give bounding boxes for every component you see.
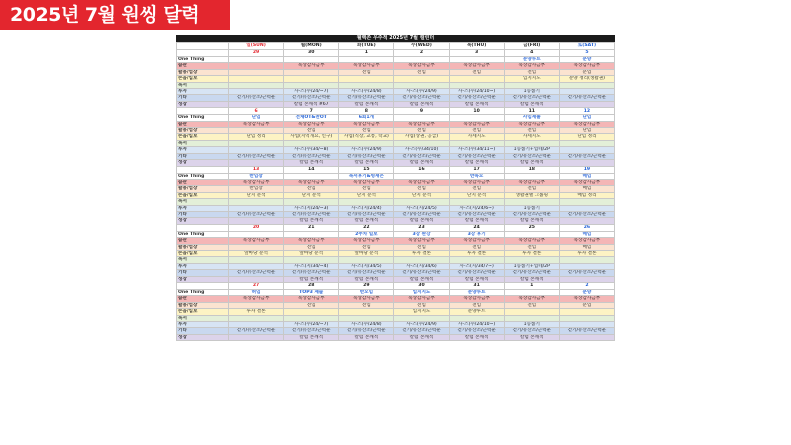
calendar-cell-gain[interactable]: 사세지도 — [449, 134, 504, 140]
calendar-cell-onething[interactable]: TOP3 제출 — [284, 290, 339, 296]
calendar-cell-work[interactable]: 매임 — [559, 244, 614, 250]
row-label-etc: 기타 — [177, 153, 229, 159]
calendar-cell-invest[interactable]: 1등뽑기 — [504, 322, 559, 328]
day-header-mon: 월(MON) — [284, 43, 339, 50]
calendar-cell-gain[interactable]: 앞마당 분석 — [339, 250, 394, 256]
calendar-cell-habit[interactable]: 묵상감사금부 — [449, 179, 504, 185]
calendar-cell-growth[interactable]: 칼럼 본깨적 — [284, 160, 339, 166]
row-label-habit: 습관 — [177, 121, 229, 127]
calendar-cell-invest[interactable]: 사-스(수/24/9) — [394, 322, 449, 328]
calendar-row-growth — [177, 334, 615, 340]
calendar-cell-work[interactable]: 전임 — [449, 186, 504, 192]
calendar-cell-work[interactable]: 전임 — [284, 302, 339, 308]
calendar-cell-gain[interactable]: 사업(지역개요, 인구) — [284, 134, 339, 140]
calendar-cell-habit[interactable]: 묵상감사금부 — [229, 179, 284, 185]
calendar-cell-gain[interactable]: 단지 분석 — [449, 192, 504, 198]
calendar-cell-habit[interactable]: 묵상감사금부 — [559, 63, 614, 69]
calendar-cell-habit[interactable]: 묵상감사금부 — [229, 121, 284, 127]
row-label-gain: 손음/입보 — [177, 309, 229, 315]
calendar-cell-invest[interactable]: 1등뽑기 — [504, 89, 559, 95]
calendar-cell-habit[interactable]: 묵상감사금부 — [559, 238, 614, 244]
calendar-cell-etc[interactable]: 걷기/유산소/근력운 — [559, 95, 614, 101]
calendar-cell-habit[interactable]: 묵상감사금부 — [449, 296, 504, 302]
calendar-cell-gain[interactable]: 매임 정리 — [559, 192, 614, 198]
calendar-cell-gain[interactable]: 앞마당 분석 — [284, 250, 339, 256]
row-label-read: 독서 — [177, 140, 229, 146]
week-date-label — [177, 50, 229, 57]
calendar-cell-invest[interactable]: 1등뽑기 — [504, 205, 559, 211]
calendar-cell-work[interactable]: 전임 — [284, 186, 339, 192]
week-date-label — [177, 224, 229, 231]
calendar-cell-work[interactable]: 전임 — [394, 186, 449, 192]
calendar-cell-habit[interactable]: 묵상감사금부 — [559, 179, 614, 185]
corner-cell — [177, 43, 229, 50]
calendar-cell-growth[interactable]: 칼럼 본깨적 — [339, 160, 394, 166]
calendar-cell-onething[interactable]: 6회1개 — [339, 115, 394, 121]
row-label-read: 독서 — [177, 199, 229, 205]
calendar-cell-growth[interactable]: 칼럼 본깨적 — [504, 276, 559, 282]
calendar-cell-etc[interactable]: 걷기/유산소/근력운 — [284, 95, 339, 101]
calendar-cell-work[interactable]: 전임 — [339, 302, 394, 308]
calendar-cell-habit[interactable]: 묵상감사금부 — [394, 121, 449, 127]
calendar-cell-work[interactable]: 전임 — [504, 128, 559, 134]
calendar-cell-habit[interactable]: 묵상감사금부 — [284, 121, 339, 127]
calendar-cell-etc[interactable]: 걷기/유산소/근력운 — [339, 95, 394, 101]
row-label-invest: 투자 — [177, 263, 229, 269]
day-header-tue: 화(TUE) — [339, 43, 394, 50]
calendar-cell-onething[interactable]: 단임 — [229, 115, 284, 121]
date-cell[interactable]: 21 — [284, 224, 339, 231]
row-label-growth: 성장 — [177, 160, 229, 166]
row-label-gain: 손음/입보 — [177, 250, 229, 256]
calendar-cell-etc[interactable]: 걷기/유산소/근력운 — [504, 153, 559, 159]
row-label-onething: One Thing — [177, 115, 229, 121]
calendar-cell-habit[interactable]: 묵상감사금부 — [229, 296, 284, 302]
calendar-cell-work[interactable]: 전임 — [504, 69, 559, 75]
calendar-cell-gain[interactable]: 사세지도 — [504, 134, 559, 140]
calendar-cell-onething[interactable]: 분양루트 — [504, 57, 559, 63]
calendar-cell-growth[interactable]: 칼럼 본깨적 — [339, 218, 394, 224]
calendar-cell-onething[interactable]: 3강 완강 — [394, 231, 449, 237]
calendar-cell-work[interactable]: 전임 — [504, 302, 559, 308]
calendar-cell-etc[interactable]: 걷기/유산소/근력운 — [339, 211, 394, 217]
calendar-cell-work[interactable]: 전임 — [394, 244, 449, 250]
calendar-cell-etc[interactable]: 걷기/유산소/근력운 — [394, 153, 449, 159]
calendar-cell-gain[interactable]: 투자 결론 — [229, 309, 284, 315]
date-cell[interactable]: 6 — [229, 108, 284, 115]
calendar-cell-work[interactable]: 전임 — [339, 128, 394, 134]
date-cell[interactable]: 17 — [449, 166, 504, 173]
calendar-cell-growth[interactable]: 칼럼 본깨적 — [449, 334, 504, 340]
row-label-invest: 투자 — [177, 89, 229, 95]
row-label-growth: 성장 — [177, 276, 229, 282]
date-cell[interactable]: 23 — [394, 224, 449, 231]
calendar-cell-etc[interactable]: 걷기/유산소/근력운 — [284, 211, 339, 217]
date-cell[interactable]: 19 — [559, 166, 614, 173]
calendar-cell-gain[interactable]: 생활권별 그룹핑 — [504, 192, 559, 198]
date-cell[interactable]: 27 — [229, 283, 284, 290]
calendar-cell-onething[interactable]: 반임장 — [229, 173, 284, 179]
calendar-cell-invest[interactable]: 사-스(수/24/~7) — [284, 322, 339, 328]
row-label-onething: One Thing — [177, 57, 229, 63]
calendar-cell-etc[interactable]: 걷기/유산소/근력운 — [449, 95, 504, 101]
row-label-growth: 성장 — [177, 218, 229, 224]
calendar-cell-work[interactable]: 전임 — [284, 244, 339, 250]
calendar-cell-etc[interactable]: 걷기/유산소/근력운 — [449, 211, 504, 217]
calendar-cell-growth[interactable]: 칼럼 본깨적 — [504, 334, 559, 340]
row-label-etc: 기타 — [177, 211, 229, 217]
calendar-cell-work[interactable]: 반임장 — [229, 186, 284, 192]
calendar-cell-work[interactable]: 전임 — [394, 302, 449, 308]
calendar-cell-work[interactable]: 분업 — [559, 302, 614, 308]
calendar-cell-invest[interactable]: 사-스(지/34/5) — [339, 263, 394, 269]
calendar-cell-habit[interactable]: 묵상감사금부 — [504, 179, 559, 185]
calendar-cell-etc[interactable]: 걷기/유산소/근력운 — [559, 211, 614, 217]
date-cell[interactable]: 30 — [394, 283, 449, 290]
row-label-onething: One Thing — [177, 231, 229, 237]
calendar-cell-work[interactable]: 매임 — [559, 186, 614, 192]
calendar-cell-invest[interactable]: 사-스(지/24/6~) — [449, 205, 504, 211]
calendar-cell-growth[interactable]: 칼럼 본깨적 — [394, 276, 449, 282]
calendar-cell-gain[interactable]: 사업(직장, 교통, 학교) — [339, 134, 394, 140]
date-cell[interactable]: 15 — [339, 166, 394, 173]
row-label-gain: 손음/입보 — [177, 134, 229, 140]
row-label-onething: One Thing — [177, 290, 229, 296]
calendar-cell-growth[interactable]: 칼럼 본깨적 — [504, 101, 559, 107]
calendar-cell-habit[interactable]: 묵상감사금부 — [504, 238, 559, 244]
calendar-cell-habit[interactable]: 묵상감사금부 — [339, 238, 394, 244]
date-cell[interactable]: 14 — [284, 166, 339, 173]
row-label-gain: 손음/입보 — [177, 76, 229, 82]
calendar-cell-growth[interactable]: 칼럼 본깨적 — [284, 334, 339, 340]
calendar-cell-invest[interactable]: 사-스(수/24/9) — [394, 89, 449, 95]
calendar-cell-etc[interactable]: 걷기/유산소/근력운 — [394, 328, 449, 334]
calendar-cell-growth[interactable]: 칼럼 본깨적 — [449, 160, 504, 166]
calendar-cell-invest[interactable]: 사-스(수/24/8) — [339, 322, 394, 328]
calendar-cell-habit[interactable]: 묵상감사금부 — [339, 63, 394, 69]
week-date-row — [177, 50, 615, 57]
calendar-cell-gain[interactable]: 투자 결론 — [394, 250, 449, 256]
calendar-cell-work[interactable]: 전임 — [449, 302, 504, 308]
calendar-cell-etc[interactable]: 걷기/유산소/근력운 — [339, 328, 394, 334]
date-cell[interactable]: 31 — [449, 283, 504, 290]
date-cell[interactable]: 10 — [449, 108, 504, 115]
calendar-table — [176, 42, 615, 341]
calendar-cell-gain[interactable]: 입지지도 — [504, 76, 559, 82]
calendar-cell-etc[interactable]: 걷기/유산소/근력운 — [394, 211, 449, 217]
calendar-cell-growth[interactable]: 칼럼 본깨적 — [339, 334, 394, 340]
date-cell[interactable]: 13 — [229, 166, 284, 173]
calendar-cell-invest[interactable]: 사-스(지/34/7~) — [449, 263, 504, 269]
date-cell[interactable]: 28 — [284, 283, 339, 290]
calendar-sheet — [176, 35, 615, 341]
calendar-cell-habit[interactable]: 묵상감사금부 — [284, 179, 339, 185]
calendar-cell-gain[interactable]: 앞마당 분석 — [229, 250, 284, 256]
date-cell[interactable]: 5 — [559, 50, 614, 57]
row-label-habit: 습관 — [177, 179, 229, 185]
calendar-cell-gain[interactable]: 단임 정리 — [559, 134, 614, 140]
row-label-work: 활용/업장 — [177, 186, 229, 192]
calendar-cell-onething[interactable]: 3강 후기 — [449, 231, 504, 237]
calendar-cell-habit[interactable]: 묵상감사금부 — [339, 121, 394, 127]
calendar-cell-growth[interactable]: 칼럼 본깨적 — [394, 160, 449, 166]
date-cell[interactable]: 22 — [339, 224, 394, 231]
calendar-cell-invest[interactable]: 사-스(지/24/~3) — [284, 205, 339, 211]
calendar-cell-onething[interactable]: 분양 — [559, 290, 614, 296]
calendar-cell-onething[interactable]: 반모임 — [339, 290, 394, 296]
row-label-etc: 기타 — [177, 328, 229, 334]
calendar-cell-etc[interactable]: 걷기/유산소/근력운 — [229, 95, 284, 101]
week-date-row — [177, 108, 615, 115]
calendar-cell-etc[interactable]: 걷기/유산소/근력운 — [559, 270, 614, 276]
week-date-label — [177, 108, 229, 115]
row-label-etc: 기타 — [177, 95, 229, 101]
row-label-invest: 투자 — [177, 147, 229, 153]
calendar-cell-etc[interactable]: 걷기/유산소/근력운 — [449, 328, 504, 334]
row-label-work: 활용/업장 — [177, 128, 229, 134]
date-cell[interactable]: 1 — [339, 50, 394, 57]
calendar-cell-growth[interactable] — [229, 334, 284, 340]
calendar-cell-gain[interactable]: 입지지도 — [394, 309, 449, 315]
calendar-cell-etc[interactable]: 걷기/유산소/근력운 — [229, 211, 284, 217]
calendar-cell-growth[interactable]: 칼럼 본깨적 — [284, 276, 339, 282]
date-cell[interactable]: 4 — [504, 50, 559, 57]
date-cell[interactable]: 9 — [394, 108, 449, 115]
calendar-cell-onething[interactable]: 분양 — [559, 57, 614, 63]
calendar-cell-onething[interactable]: 입지지도 — [394, 290, 449, 296]
day-header-sun: 일(SUN) — [229, 43, 284, 50]
calendar-cell-habit[interactable]: 묵상감사금부 — [449, 63, 504, 69]
calendar-cell-gain[interactable]: 단임 정리 — [229, 134, 284, 140]
calendar-cell-etc[interactable]: 걷기/유산소/근력운 — [504, 270, 559, 276]
page-banner-title: 2025년 7월 원씽 달력 — [0, 0, 230, 30]
week-date-label — [177, 166, 229, 173]
calendar-cell-habit[interactable]: 묵상감사금부 — [284, 296, 339, 302]
calendar-cell-work[interactable]: 전임 — [284, 128, 339, 134]
calendar-cell-work[interactable]: 전임 — [339, 186, 394, 192]
date-cell[interactable]: 25 — [504, 224, 559, 231]
calendar-cell-etc[interactable]: 걷기/유산소/근력운 — [449, 270, 504, 276]
row-label-onething: One Thing — [177, 173, 229, 179]
calendar-cell-etc[interactable]: 걷기/유산소/근력운 — [284, 270, 339, 276]
date-cell[interactable]: 24 — [449, 224, 504, 231]
calendar-cell-gain[interactable]: 분양루트 — [449, 309, 504, 315]
calendar-cell-work[interactable]: 전임 — [394, 69, 449, 75]
day-header-sat: 토(SAT) — [559, 43, 614, 50]
calendar-cell-etc[interactable]: 걷기/유산소/근력운 — [394, 270, 449, 276]
date-cell[interactable]: 2 — [394, 50, 449, 57]
calendar-cell-gain[interactable]: 분양 정리(생활권) — [559, 76, 614, 82]
calendar-cell-onething[interactable]: 2주차 일보 — [339, 231, 394, 237]
row-label-growth: 성장 — [177, 101, 229, 107]
calendar-cell-growth[interactable]: 칼럼 본깨적 — [449, 218, 504, 224]
calendar-cell-onething[interactable]: 독서후기&빙재은 — [339, 173, 394, 179]
calendar-cell-work[interactable]: 전임 — [449, 69, 504, 75]
calendar-cell-invest[interactable]: 사-스(지/34/~4) — [284, 263, 339, 269]
row-label-read: 독서 — [177, 315, 229, 321]
row-label-growth: 성장 — [177, 334, 229, 340]
calendar-cell-growth[interactable]: 칼럼 본깨적 — [339, 101, 394, 107]
calendar-cell-etc[interactable]: 걷기/유산소/근력운 — [229, 270, 284, 276]
row-label-invest: 투자 — [177, 205, 229, 211]
calendar-cell-etc[interactable]: 걷기/유산소/근력운 — [339, 153, 394, 159]
calendar-cell-invest[interactable]: 사-스(수/24/~7) — [284, 89, 339, 95]
calendar-cell-habit[interactable]: 묵상감사금부 — [284, 63, 339, 69]
calendar-cell-growth[interactable]: 칼럼 본깨적 — [394, 101, 449, 107]
calendar-cell-work[interactable]: 전임 — [504, 186, 559, 192]
date-cell[interactable]: 11 — [504, 108, 559, 115]
calendar-cell-growth[interactable]: 칼럼 본깨적 #67 — [284, 101, 339, 107]
date-cell[interactable]: 29 — [339, 283, 394, 290]
calendar-cell-habit[interactable]: 묵상감사금부 — [229, 238, 284, 244]
calendar-cell-habit[interactable]: 묵상감사금부 — [394, 296, 449, 302]
calendar-cell-work[interactable]: 단임 — [559, 128, 614, 134]
row-label-etc: 기타 — [177, 270, 229, 276]
calendar-cell-growth[interactable]: 칼럼 본깨적 — [339, 276, 394, 282]
row-label-work: 활용/업장 — [177, 244, 229, 250]
calendar-cell-invest[interactable]: 사-스(수/34/11~) — [449, 147, 504, 153]
calendar-cell-growth[interactable] — [559, 334, 614, 340]
calendar-cell-habit[interactable]: 묵상감사금부 — [394, 238, 449, 244]
calendar-cell-work[interactable]: 전임 — [449, 244, 504, 250]
calendar-cell-onething[interactable]: 전체OT&찬OT — [284, 115, 339, 121]
calendar-cell-work[interactable]: 분업 — [559, 69, 614, 75]
calendar-cell-growth[interactable]: 칼럼 본깨적 — [284, 218, 339, 224]
calendar-cell-etc[interactable]: 걷기/유산소/근력운 — [559, 153, 614, 159]
date-cell[interactable]: 8 — [339, 108, 394, 115]
row-label-work: 활용/업장 — [177, 69, 229, 75]
calendar-cell-invest[interactable]: 사-스(수/24/9) — [339, 147, 394, 153]
calendar-cell-invest[interactable]: 사-스(수/24/8) — [339, 89, 394, 95]
row-label-read: 독서 — [177, 82, 229, 88]
calendar-cell-etc[interactable]: 걷기/유산소/근력운 — [229, 328, 284, 334]
row-label-habit: 습관 — [177, 296, 229, 302]
calendar-cell-invest[interactable]: 사-스(수/24/10~) — [449, 322, 504, 328]
calendar-cell-invest[interactable]: 사-스(수/24/10~) — [449, 89, 504, 95]
calendar-cell-invest[interactable]: 1등뽑기+업테/2P — [504, 263, 559, 269]
date-cell[interactable]: 30 — [284, 50, 339, 57]
calendar-cell-habit[interactable]: 묵상감사금부 — [449, 121, 504, 127]
calendar-cell-invest[interactable]: 사-스(수/34/10) — [394, 147, 449, 153]
date-cell[interactable]: 12 — [559, 108, 614, 115]
calendar-cell-gain[interactable]: 투자 결론 — [449, 250, 504, 256]
calendar-cell-etc[interactable]: 걷기/유산소/근력운 — [504, 328, 559, 334]
calendar-cell-onething[interactable]: 사임재솔 — [504, 115, 559, 121]
calendar-cell-growth[interactable]: 칼럼 본깨적 — [394, 334, 449, 340]
calendar-cell-work[interactable]: 전임 — [339, 244, 394, 250]
day-header-wed: 수(WED) — [394, 43, 449, 50]
date-cell[interactable]: 20 — [229, 224, 284, 231]
calendar-cell-invest[interactable]: 사-스(수/34/~8) — [284, 147, 339, 153]
calendar-cell-habit[interactable]: 묵상감사금부 — [559, 121, 614, 127]
calendar-cell-habit[interactable]: 묵상감사금부 — [504, 63, 559, 69]
calendar-cell-gain[interactable]: 단지 분석 — [339, 192, 394, 198]
date-cell[interactable]: 1 — [504, 283, 559, 290]
row-label-invest: 투자 — [177, 322, 229, 328]
date-cell[interactable]: 18 — [504, 166, 559, 173]
row-label-read: 독서 — [177, 257, 229, 263]
calendar-cell-work[interactable]: 전임 — [504, 244, 559, 250]
day-header-fri: 금(FRI) — [504, 43, 559, 50]
calendar-cell-habit[interactable]: 묵상감사금부 — [394, 179, 449, 185]
calendar-cell-invest[interactable]: 사-스(지/34/6) — [394, 263, 449, 269]
calendar-title: 웰렉쓴 우주적 2025년 7월 캘린더 — [176, 35, 615, 42]
row-label-habit: 습관 — [177, 63, 229, 69]
calendar-cell-gain[interactable]: 단지 분석 — [284, 192, 339, 198]
day-header-row — [177, 43, 615, 50]
calendar-cell-etc[interactable]: 걷기/유산소/근력운 — [339, 270, 394, 276]
calendar-cell-gain[interactable]: 단지 분석 — [394, 192, 449, 198]
calendar-cell-growth[interactable]: 칼럼 본깨적 — [394, 218, 449, 224]
calendar-cell-etc[interactable]: 걷기/유산소/근력운 — [504, 95, 559, 101]
week-date-row — [177, 224, 615, 231]
calendar-cell-gain[interactable]: 단지 분석 — [229, 192, 284, 198]
calendar-cell-habit[interactable]: 묵상감사금부 — [284, 238, 339, 244]
calendar-cell-gain[interactable]: 투자 결론 — [559, 250, 614, 256]
calendar-cell-growth[interactable]: 칼럼 본깨적 — [449, 101, 504, 107]
date-cell[interactable]: 16 — [394, 166, 449, 173]
calendar-cell-etc[interactable]: 걷기/유산소/근력운 — [449, 153, 504, 159]
calendar-cell-habit[interactable]: 묵상감사금부 — [449, 238, 504, 244]
calendar-cell-habit[interactable]: 묵상감사금부 — [339, 179, 394, 185]
calendar-cell-onething[interactable]: 분양루트 — [449, 290, 504, 296]
calendar-cell-habit[interactable]: 묵상감사금부 — [559, 296, 614, 302]
date-cell[interactable]: 29 — [229, 50, 284, 57]
calendar-cell-invest[interactable]: 1등뽑기+업테/2P — [504, 147, 559, 153]
week-date-label — [177, 283, 229, 290]
calendar-cell-habit[interactable]: 묵상감사금부 — [504, 296, 559, 302]
calendar-cell-growth[interactable]: 칼럼 본깨적 — [449, 276, 504, 282]
calendar-cell-habit[interactable]: 묵상감사금부 — [394, 63, 449, 69]
calendar-cell-habit[interactable]: 묵상감사금부 — [339, 296, 394, 302]
date-cell[interactable]: 7 — [284, 108, 339, 115]
calendar-cell-etc[interactable]: 걷기/유산소/근력운 — [284, 328, 339, 334]
calendar-cell-onething[interactable]: 단임 — [559, 115, 614, 121]
date-cell[interactable]: 26 — [559, 224, 614, 231]
calendar-cell-gain[interactable]: 투자 결론 — [504, 250, 559, 256]
calendar-cell-etc[interactable]: 걷기/유산소/근력운 — [229, 153, 284, 159]
day-header-thu: 목(THU) — [449, 43, 504, 50]
calendar-cell-work[interactable]: 전임 — [394, 128, 449, 134]
calendar-cell-etc[interactable]: 걷기/유산소/근력운 — [284, 153, 339, 159]
calendar-cell-invest[interactable]: 사-스(지/24/4) — [339, 205, 394, 211]
calendar-cell-onething[interactable]: 매임 — [559, 173, 614, 179]
calendar-cell-onething[interactable]: 허임 — [229, 290, 284, 296]
calendar-cell-growth[interactable]: 칼럼 본깨적 — [504, 160, 559, 166]
calendar-cell-onething[interactable]: 반독모 — [449, 173, 504, 179]
date-cell[interactable]: 3 — [449, 50, 504, 57]
calendar-cell-onething[interactable]: 매임 — [559, 231, 614, 237]
calendar-cell-habit[interactable]: 묵상감사금부 — [504, 121, 559, 127]
date-cell[interactable]: 2 — [559, 283, 614, 290]
calendar-cell-work[interactable]: 전임 — [339, 69, 394, 75]
calendar-cell-growth[interactable]: 칼럼 본깨적 — [504, 218, 559, 224]
row-label-work: 활용/업장 — [177, 302, 229, 308]
calendar-cell-etc[interactable]: 걷기/유산소/근력운 — [394, 95, 449, 101]
week-date-row — [177, 166, 615, 173]
row-label-gain: 손음/입보 — [177, 192, 229, 198]
week-date-row — [177, 283, 615, 290]
calendar-cell-work[interactable]: 전임 — [449, 128, 504, 134]
calendar-cell-gain[interactable]: 사업(상권, 공급) — [394, 134, 449, 140]
row-label-habit: 습관 — [177, 238, 229, 244]
calendar-cell-etc[interactable]: 걷기/유산소/근력운 — [559, 328, 614, 334]
calendar-cell-etc[interactable]: 걷기/유산소/근력운 — [504, 211, 559, 217]
calendar-cell-invest[interactable]: 사-스(지/24/5) — [394, 205, 449, 211]
